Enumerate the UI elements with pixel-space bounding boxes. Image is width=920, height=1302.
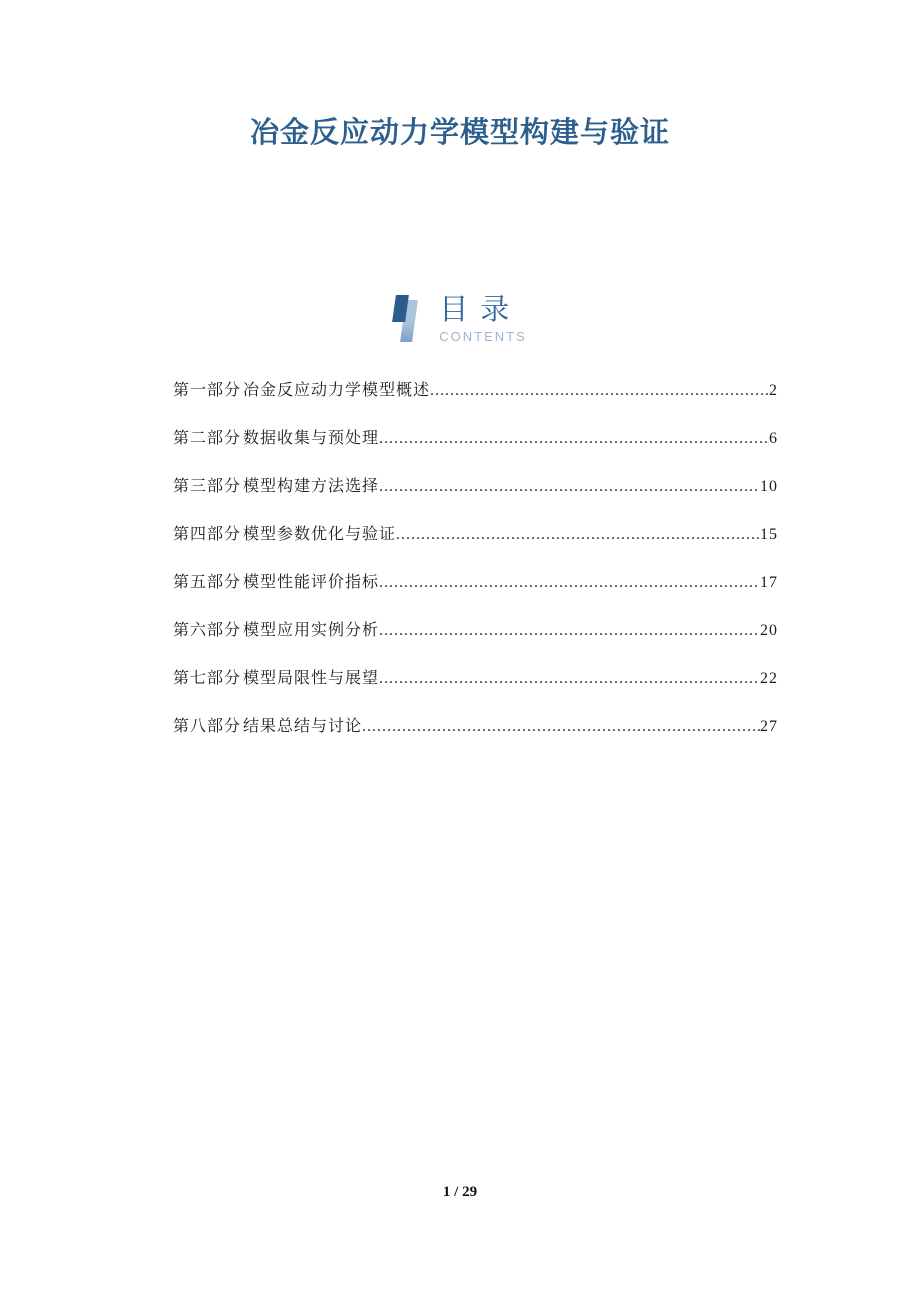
toc-dot-leader [396,512,760,544]
toc-entry-title: 模型应用实例分析 [243,622,380,639]
toc-entry-label: 第二部分 [173,430,242,447]
toc-dot-leader [362,704,760,736]
toc-entry-title: 模型局限性与展望 [243,670,380,687]
toc-entry-label: 第三部分 [173,478,242,495]
toc-dot-leader [379,608,760,640]
toc-entry-page: 20 [760,622,778,639]
toc-dot-leader [430,368,769,400]
toc-entry-page: 22 [760,670,778,687]
toc-entry[interactable] [173,555,778,603]
document-title: 冶金反应动力学模型构建与验证 [249,117,670,149]
toc-entry-label: 第五部分 [173,574,242,591]
toc-entry-label: 第七部分 [173,670,242,687]
toc-entry-label: 第六部分 [173,622,242,639]
toc-dot-leader [379,656,760,688]
toc-entry-page: 6 [769,430,778,447]
toc-entry[interactable] [173,603,778,651]
toc-header [0,293,920,347]
toc-entry[interactable] [173,459,778,507]
toc-entry-page: 27 [760,718,778,735]
toc-entry-title: 冶金反应动力学模型概述 [243,382,431,399]
toc-entry-page: 15 [760,526,778,543]
toc-entry[interactable] [173,507,778,555]
toc-entry-page: 2 [769,382,778,399]
toc-entry-label: 第一部分 [173,382,242,399]
toc-entry[interactable] [173,651,778,699]
toc-entry-title: 模型构建方法选择 [243,478,380,495]
toc-heading-block [439,293,527,344]
page-number: 1 / 29 [442,1184,478,1200]
toc-entry-page: 17 [760,574,778,591]
toc-entry-title: 模型性能评价指标 [243,574,380,591]
toc-entry-title: 数据收集与预处理 [243,430,380,447]
toc-entry-title: 结果总结与讨论 [243,718,363,735]
toc-list [173,363,778,747]
toc-subheading: CONTENTS [439,329,527,344]
toc-entry-label: 第八部分 [173,718,242,735]
toc-entry-label: 第四部分 [173,526,242,543]
toc-heading: 目 录 [439,294,512,326]
toc-brush-stroke-icon [393,295,427,347]
toc-dot-leader [379,416,769,448]
toc-entry[interactable] [173,411,778,459]
toc-dot-leader [379,464,760,496]
toc-entry-title: 模型参数优化与验证 [243,526,397,543]
toc-entry[interactable] [173,363,778,411]
toc-entry[interactable] [173,699,778,747]
toc-dot-leader [379,560,760,592]
toc-entry-page: 10 [760,478,778,495]
